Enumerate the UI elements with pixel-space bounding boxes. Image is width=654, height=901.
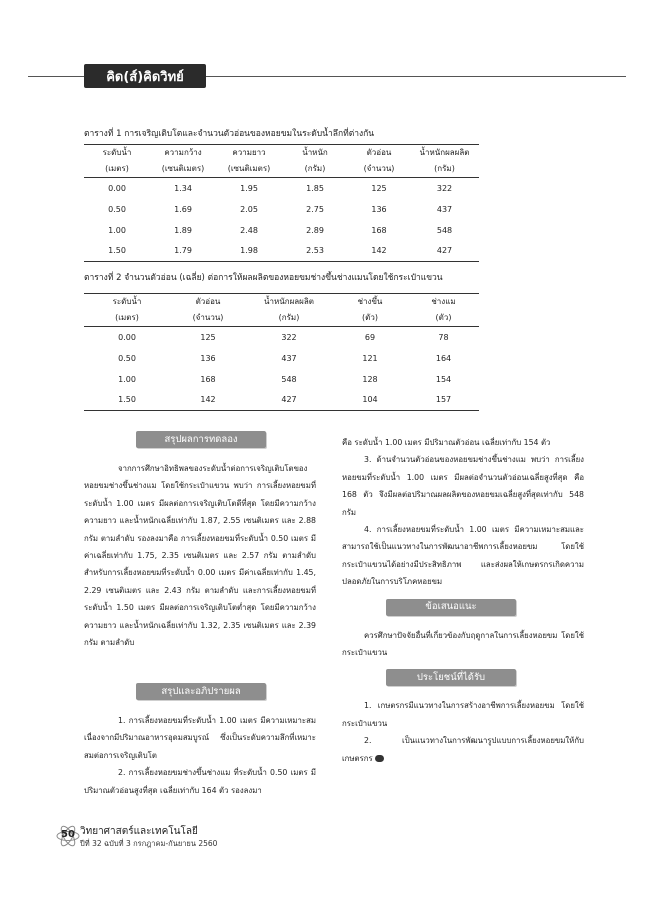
- table1-row: [84, 220, 479, 241]
- table2-cell: 427: [246, 390, 332, 411]
- heading-discussion: สรุปและอภิปรายผล: [136, 683, 266, 700]
- table2-cell: 121: [362, 353, 378, 363]
- table2-cell: 548: [281, 374, 297, 384]
- table2-cell: 154: [435, 374, 452, 384]
- table1-header-cell: ความยาว (เซนติเมตร): [216, 145, 282, 178]
- table2-cell: 0.00: [118, 332, 136, 342]
- right-column-text: [342, 434, 584, 800]
- table1-header-cell: ความกว้าง (เซนติเมตร): [150, 145, 216, 178]
- table1-header-cell: น้ำหนัก (กรัม): [282, 145, 348, 178]
- table2-cell: 322: [281, 332, 297, 342]
- table1-row: [84, 199, 479, 220]
- table1-cell: 548: [436, 225, 453, 235]
- table2-cell: 164: [435, 353, 452, 363]
- heading-suggestions: ข้อเสนอแนะ: [386, 599, 516, 616]
- table1-cell: 1.95: [240, 183, 258, 193]
- suggestion-heading-wrap: [342, 591, 584, 627]
- table1-header-cell: ตัวอ่อน (จำนวน): [348, 145, 410, 178]
- table1-cell: 1.89: [174, 225, 192, 235]
- table1-cell: 125: [371, 183, 387, 193]
- table2-cell: 142: [170, 390, 246, 411]
- table1-cell: 0.50: [108, 204, 126, 214]
- heading-benefits: ประโยชน์ที่ได้รับ: [386, 669, 516, 686]
- right-point-3: 3. ด้านจำนวนตัวอ่อนของหอยขมช่างขึ้นช่างแม พบว่า การเลี้ยงหอยขมที่ระดับน้ำ 1.00 เมตร มีผลต่อจำนวนตัวอ่อนเฉลี่ยสูงที่สุด คือ 168 ตัว จึงมีผลต่อปริมาณผลผลิตของหอยขมเฉลี่ยสูงที่สุดเท่ากับ 548 กรัม: [342, 455, 584, 517]
- table2-header-cell: ช่างแม (ตัว): [408, 294, 479, 327]
- table2-cell: 69: [364, 332, 376, 342]
- table1-cell: 0.00: [108, 183, 126, 193]
- table1: [84, 144, 479, 262]
- table2-cell: 125: [200, 332, 216, 342]
- table2-row: [84, 390, 479, 411]
- table1-cell: 2.75: [306, 204, 324, 214]
- discussion-point-1: 1. การเลี้ยงหอยขมที่ระดับน้ำ 1.00 เมตร มีความเหมาะสม เนื่องจากมีปริมาณอาหารอุดมสมบูรณ์ ซึ่งเป็นระดับความลึกที่เหมาะสมต่อการเจริญเติบโต: [84, 716, 316, 760]
- table1-header-cell: ระดับน้ำ (เมตร): [84, 145, 150, 178]
- table2-row: [84, 327, 479, 348]
- table1-caption: ตารางที่ 1 การเจริญเติบโตและจำนวนตัวอ่อนของหอยขมในระดับน้ำลึกที่ต่างกัน: [84, 129, 375, 139]
- table2-cell: 78: [438, 332, 449, 342]
- table2-header-cell: ตัวอ่อน (จำนวน): [170, 294, 246, 327]
- end-mark-icon: [375, 755, 384, 762]
- table2-row: [84, 369, 479, 390]
- table1-row: [84, 178, 479, 199]
- table2-cell: 128: [362, 374, 378, 384]
- table1-cell: 2.05: [240, 204, 258, 214]
- table2-cell: 1.50: [84, 390, 170, 411]
- table1-row: [84, 241, 479, 262]
- table2-cell: 136: [200, 353, 216, 363]
- table1-cell: 1.00: [108, 225, 126, 235]
- benefit-point-2: [342, 732, 584, 767]
- discussion-text: [84, 712, 316, 816]
- table1-cell: 1.34: [174, 183, 192, 193]
- table2-caption: ตารางที่ 2 จำนวนตัวอ่อน (เฉลี่ย) ต่อการให้ผลผลิตของหอยขมช่างขึ้นช่างแมนโดยใช้กระเป๋าแขวน: [84, 273, 443, 283]
- table2-header-cell: ระดับน้ำ (เมตร): [84, 294, 170, 327]
- table2-row: [84, 348, 479, 369]
- table1-cell: 136: [371, 204, 387, 214]
- table2-header-cell: น้ำหนักผลผลิต (กรัม): [246, 294, 332, 327]
- table1-header-cell: น้ำหนักผลผลิต (กรัม): [410, 145, 479, 178]
- table1-cell: 1.85: [306, 183, 324, 193]
- right-continuation: คือ ระดับน้ำ 1.00 เมตร มีปริมาณตัวอ่อน เฉลี่ยเท่ากับ 154 ตัว: [342, 438, 551, 447]
- table1-cell: 142: [348, 241, 410, 262]
- table2-cell: 437: [281, 353, 297, 363]
- benefit-point-2-text: 2. เป็นแนวทางในการพัฒนารูปแบบการเลี้ยงหอยขมให้กับเกษตรกร: [342, 736, 584, 763]
- footer-title: วิทยาศาสตร์และเทคโนโลยี: [80, 826, 198, 837]
- table1-header-row: [84, 145, 479, 178]
- suggestion-text: ควรศึกษาปัจจัยอื่นที่เกี่ยวข้องกับฤดูกาลในการเลี้ยงหอยขม โดยใช้กระเป๋าแขวน: [342, 630, 584, 658]
- footer-subtitle: ปีที่ 32 ฉบับที่ 3 กรกฎาคม-กันยายน 2560: [80, 839, 218, 848]
- discussion-point-2: 2. การเลี้ยงหอยขมช่างขึ้นช่างแม ที่ระดับน้ำ 0.50 เมตร มีปริมาณตัวอ่อนสูงที่สุด เฉลี่ยเท่ากับ 164 ตัว รองลงมา: [84, 768, 316, 795]
- table1-cell: 1.69: [174, 204, 192, 214]
- benefit-point-1: 1. เกษตรกรมีแนวทางในการสร้างอาชีพการเลี้ยงหอยขม โดยใช้กระเป๋าแขวน: [342, 701, 584, 728]
- table1-cell: 427: [410, 241, 479, 262]
- table1-cell: 322: [436, 183, 453, 193]
- table2-cell: 104: [332, 390, 408, 411]
- right-point-4: 4. การเลี้ยงหอยขมที่ระดับน้ำ 1.00 เมตร มีความเหมาะสมและสามารถใช้เป็นแนวทางในการพัฒนาอาชีพการเลี้ยงหอยขม โดยใช้กระเป๋าแขวนได้อย่างมีประสิทธิภาพ และส่งผลให้เกษตรกรเกิดความปลอดภัยในการบริโภคหอยขม: [342, 525, 584, 587]
- section-tab: คิด(ส์)คิดวิทย์: [84, 64, 206, 88]
- benefits-heading-wrap: [342, 661, 584, 697]
- table1-cell: 168: [371, 225, 387, 235]
- table2-cell: 157: [408, 390, 479, 411]
- page-number: 50: [61, 829, 75, 840]
- table1-cell: 2.48: [240, 225, 258, 235]
- experiment-summary-text: จากการศึกษาอิทธิพลของระดับน้ำต่อการเจริญเติบโตของหอยขมช่างขึ้นช่างแม โดยใช้กระเป๋าแขวน พบว่า การเลี้ยงหอยขมที่ระดับน้ำ 1.00 เมตร มีผลต่อการเจริญเติบโตดีที่สุด โดยมีความกว้าง ความยาว และน้ำหนักเฉลี่ยเท่ากับ 1.87, 2.55 เซนติเมตร และ 2.88 กรัม ตามลำดับ รองลงมาคือ การเลี้ยงหอยขมที่ระดับน้ำ 0.50 เมตร มีค่าเฉลี่ยเท่ากับ 1.75, 2.35 เซนติเมตร และ 2.57 กรัม ตามลำดับ สำหรับการเลี้ยงหอยขมที่ระดับน้ำ 0.00 เมตร มีค่าเฉลี่ยเท่ากับ 1.45, 2.29 เซนติเมตร และ 2.43 กรัม ตามลำดับ และการเลี้ยงหอยขมที่ระดับน้ำ 1.50 เมตร มีผลต่อการเจริญเติบโตต่ำสุด โดยมีความกว้าง ความยาว และน้ำหนักเฉลี่ยเท่ากับ 1.32, 2.35 เซนติเมตร และ 2.39 กรัม ตามลำดับ: [84, 464, 316, 648]
- table1-cell: 2.89: [306, 225, 324, 235]
- table2-cell: 0.50: [118, 353, 136, 363]
- table2-header-cell: ช่างขึ้น (ตัว): [332, 294, 408, 327]
- table1-cell: 1.50: [84, 241, 150, 262]
- table2: [84, 293, 479, 411]
- table2-header-row: [84, 294, 479, 327]
- table1-cell: 2.53: [282, 241, 348, 262]
- table1-cell: 437: [436, 204, 453, 214]
- table2-cell: 1.00: [118, 374, 136, 384]
- heading-experiment-summary: สรุปผลการทดลอง: [136, 431, 266, 448]
- table2-cell: 168: [200, 374, 216, 384]
- table1-cell: 1.79: [150, 241, 216, 262]
- table1-cell: 1.98: [216, 241, 282, 262]
